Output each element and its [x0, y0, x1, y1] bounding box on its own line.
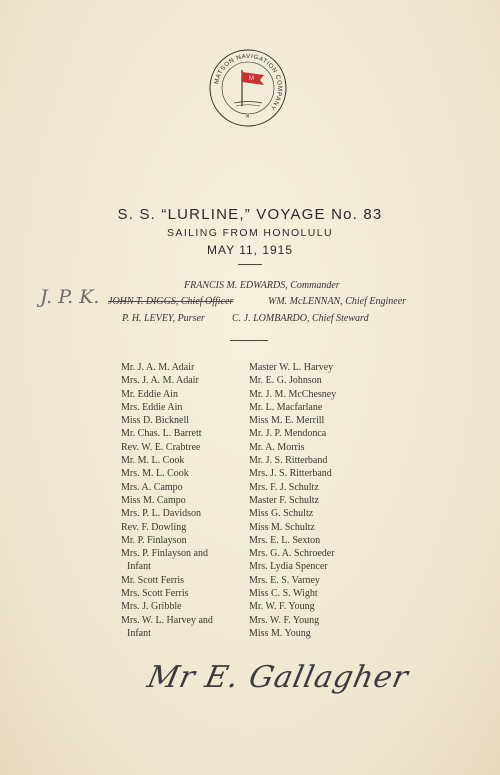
passenger-name: Mr. M. L. Cook — [121, 455, 185, 467]
passenger-name: Miss G. Schultz — [249, 508, 314, 520]
voyage-subtitle: SAILING FROM HONOLULU — [167, 227, 333, 239]
officer-chief-steward: C. J. LOMBARDO, Chief Steward — [232, 313, 369, 324]
passenger-name: Mr. J. M. McChesney — [249, 388, 337, 400]
handwritten-signature: Mr E. Gallagher — [144, 660, 412, 695]
passenger-name: Miss C. S. Wight — [249, 588, 318, 600]
passenger-name: Mr. P. Finlayson — [121, 534, 187, 546]
passenger-name: Mrs. G. A. Schroeder — [249, 548, 335, 560]
officer-purser: P. H. LEVEY, Purser — [122, 313, 205, 324]
passenger-name: Master W. L. Harvey — [249, 362, 334, 373]
voyage-date: MAY 11, 1915 — [206, 243, 294, 257]
passenger-name: Master F. Schultz — [249, 494, 320, 506]
passenger-name: Infant — [127, 627, 151, 639]
passenger-name: Mr. W. F. Young — [249, 601, 315, 613]
matson-logo — [208, 48, 288, 128]
passenger-list-left — [121, 361, 213, 640]
passenger-name: Mrs. F. J. Schultz — [249, 481, 319, 493]
divider-top — [238, 264, 262, 265]
passenger-name: Mr. Scott Ferris — [121, 574, 185, 586]
passenger-name: Miss M. E. Merrill — [249, 415, 325, 427]
passenger-name: Infant — [127, 561, 151, 573]
passenger-name: Mrs. W. F. Young — [249, 614, 320, 626]
svg-text:M: M — [249, 76, 254, 82]
passenger-name: Miss M. Schultz — [249, 521, 315, 533]
passenger-name: Mrs. Lydia Spencer — [249, 561, 328, 573]
passenger-name: Mr. L. Macfarlane — [249, 401, 323, 413]
passenger-name: Mr. E. G. Johnson — [249, 375, 322, 387]
officer-commander: FRANCIS M. EDWARDS, Commander — [184, 280, 340, 291]
passenger-name: Mrs. E. L. Sexton — [249, 534, 321, 546]
passenger-name: Mr. Eddie Ain — [121, 388, 178, 400]
passenger-name: Miss D. Bicknell — [121, 415, 190, 427]
passenger-name: Mrs. Scott Ferris — [121, 588, 189, 600]
passenger-name: Miss M. Young — [249, 627, 311, 639]
passenger-name: Mrs. A. Campo — [121, 481, 183, 493]
passenger-name: Miss M. Campo — [121, 494, 186, 506]
passenger-name: Mr. A. Morris — [249, 441, 305, 453]
handwritten-initials: J. P. K. — [40, 286, 100, 308]
voyage-title: S. S. “LURLINE,” VOYAGE No. 83 — [117, 206, 383, 223]
divider-bottom — [230, 340, 268, 341]
passenger-name: Mrs. W. L. Harvey and — [121, 614, 213, 626]
passenger-name: Mrs. P. L. Davidson — [121, 508, 202, 520]
passenger-name: Mrs. Eddie Ain — [121, 401, 183, 413]
passenger-name: Mrs. E. S. Varney — [249, 574, 320, 586]
passenger-name: Mr. J. P. Mendonca — [249, 428, 327, 440]
passenger-name: Mr. J. A. M. Adair — [121, 362, 195, 373]
passenger-name: Mrs. M. L. Cook — [121, 468, 189, 480]
passenger-name: Mrs. J. S. Ritterband — [249, 468, 332, 480]
passenger-name: Mr. J. S. Ritterband — [249, 455, 328, 467]
officer-chief-officer: JOHN T. DIGGS, Chief Officer — [108, 296, 234, 307]
passenger-name: Rev. F. Dowling — [121, 521, 187, 533]
passenger-name: Mrs. J. A. M. Adair — [121, 375, 199, 387]
passenger-list-right — [249, 361, 336, 640]
passenger-name: Mrs. J. Gribble — [121, 601, 182, 613]
passenger-name: Mrs. P. Finlayson and — [121, 548, 208, 560]
passenger-name: Rev. W. E. Crabtree — [121, 441, 201, 453]
svg-text:·✕·: ·✕· — [244, 114, 252, 120]
passenger-name: Mr. Chas. L. Barrett — [121, 428, 202, 440]
officer-chief-engineer: WM. McLENNAN, Chief Engineer — [268, 296, 407, 307]
logo-ring-text: MATSON NAVIGATION COMPANY — [213, 52, 284, 112]
